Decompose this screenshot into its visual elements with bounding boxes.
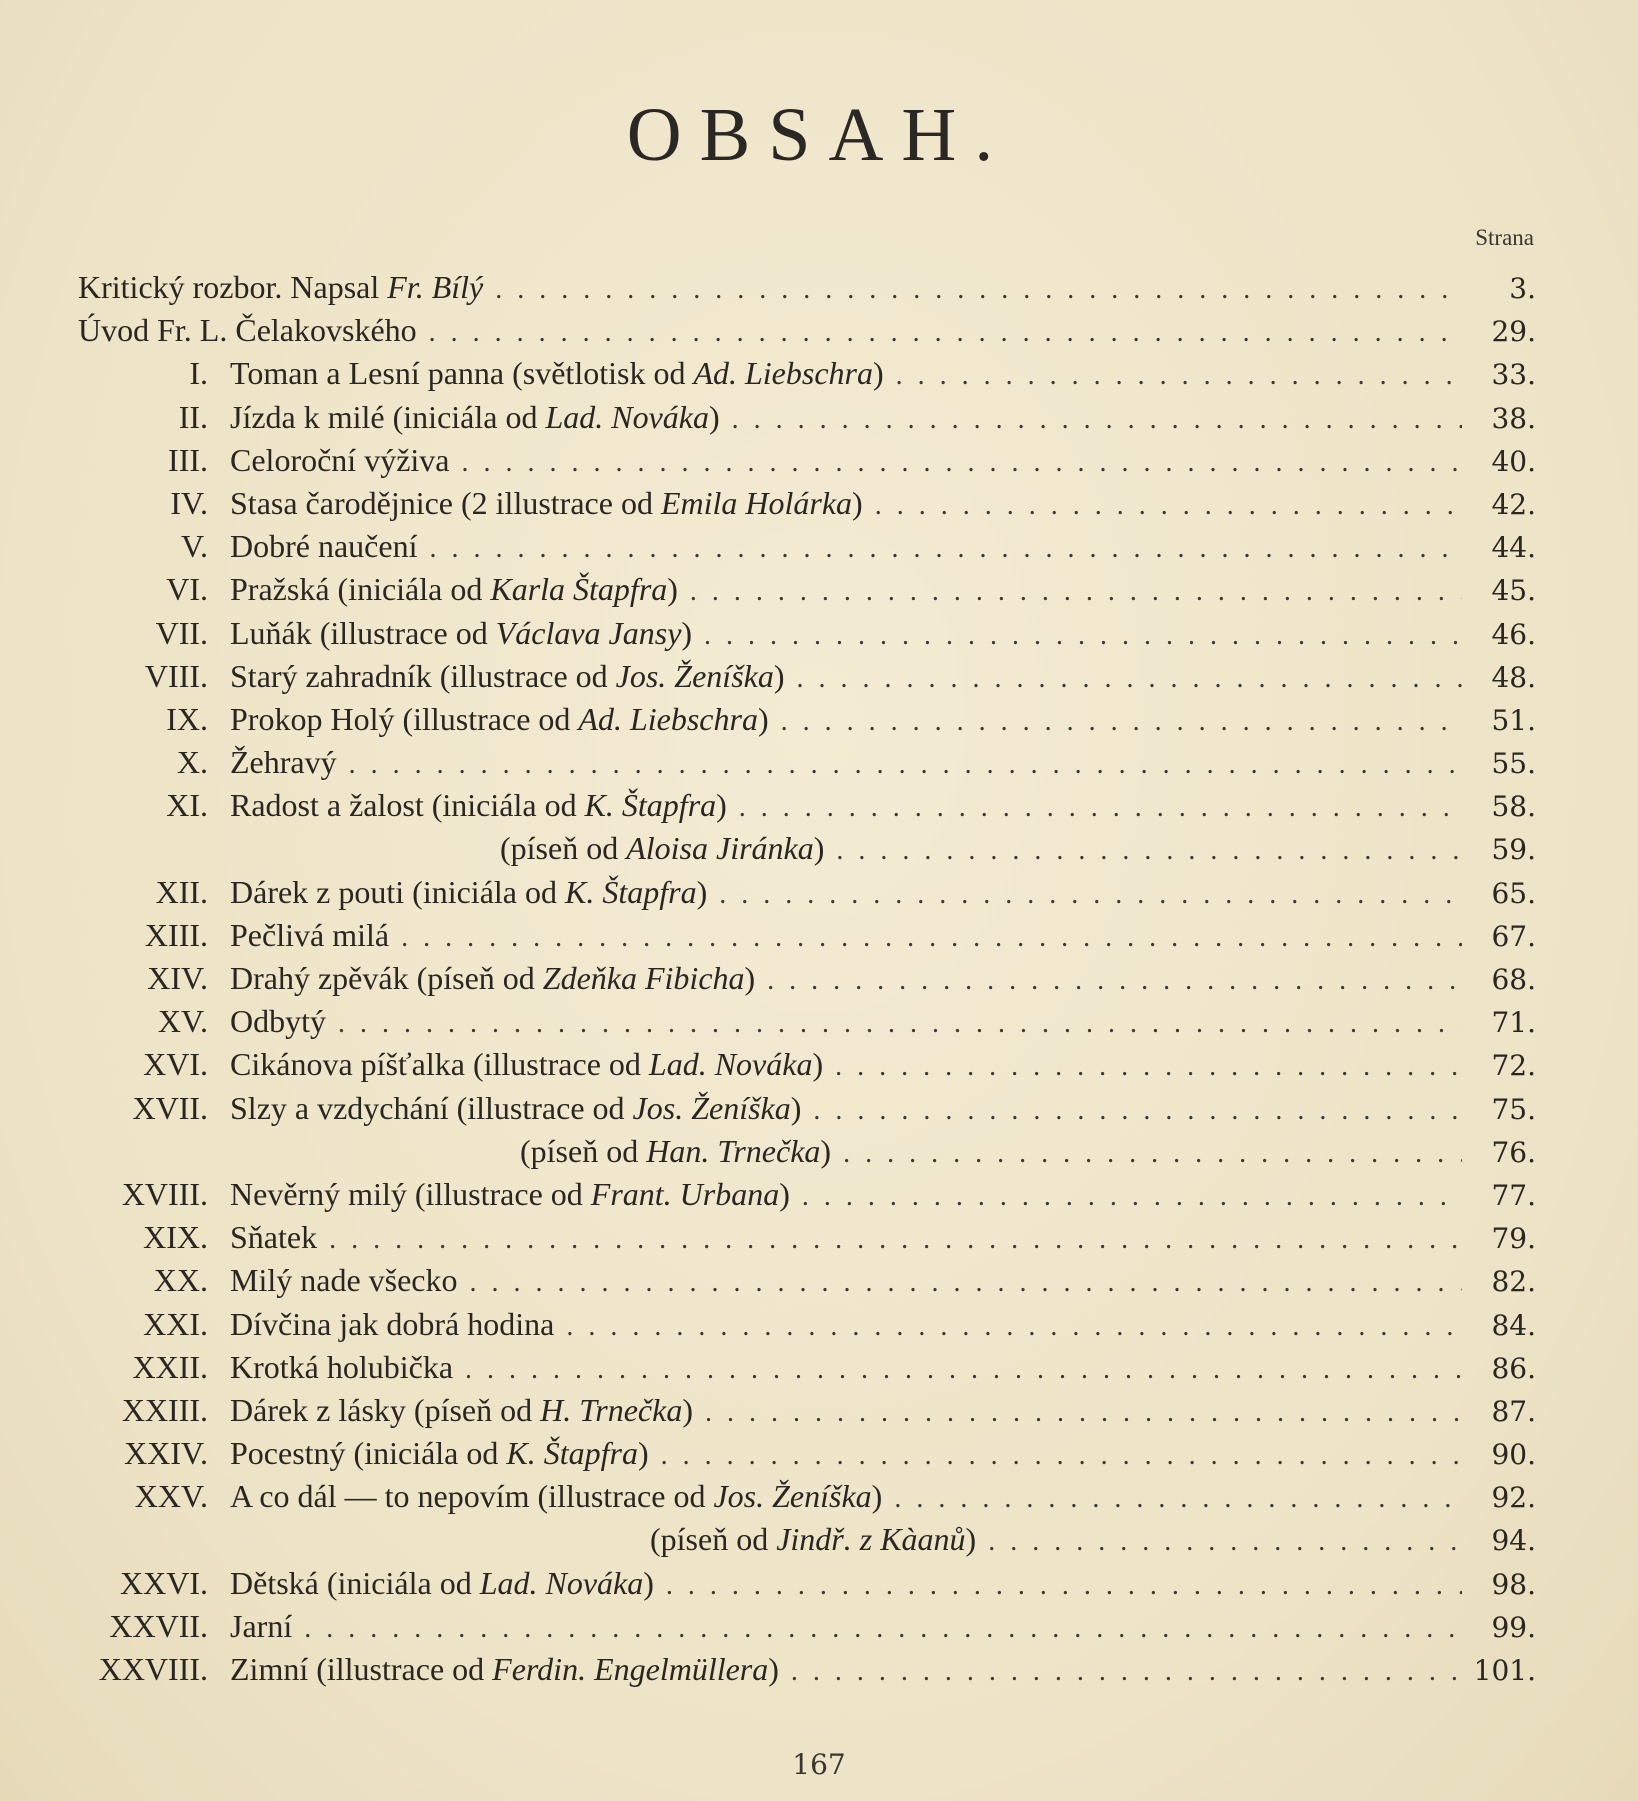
toc-entry [78,871,1536,914]
toc-entry-title-text: Dárek z pouti (iniciála od [230,873,565,910]
toc-entry-page: 42. [1491,487,1536,521]
toc-entry-number: XXVI. [120,1564,208,1601]
toc-entry-title-text: Nevěrný milý (illustrace od [230,1175,591,1212]
toc-entry [78,1648,1536,1691]
toc-entry-title-text: Starý zahradník (illustrace od [230,657,616,694]
toc-entry [78,352,1536,395]
toc-entry-title-close: ) [872,355,884,392]
toc-entry-title-text: Prokop Holý (illustrace od [230,700,579,737]
dot-leader [338,1002,1462,1045]
toc-entry-number: VII. [155,614,208,651]
toc-entry-title [230,1000,326,1043]
toc-entry-title [230,1648,779,1691]
dot-leader [429,527,1462,570]
toc-entry-number: XIII. [144,916,208,953]
toc-entry [78,1259,1536,1302]
dot-leader [896,354,1462,397]
toc-entry-number: XIV. [147,960,208,996]
toc-entry-number: XII. [155,873,208,910]
table-of-contents [78,266,1536,1691]
toc-entry [78,698,1536,741]
toc-entry-title-text: Zimní (illustrace od [230,1651,493,1687]
dot-leader [705,1391,1462,1434]
toc-entry-title-text: Celoroční výživa [230,441,450,478]
toc-entry-number: XV. [157,1003,208,1040]
toc-entry-artist: Ad. Liebschra [693,355,873,392]
dot-leader [495,268,1462,311]
toc-entry-artist: Jindř. z Kàanů [776,1521,966,1558]
toc-entry-title [520,1130,831,1173]
toc-entry-artist: Ferdin. Engelmüllera [492,1651,769,1687]
toc-entry-title-text: Dětská (iniciála od [230,1564,480,1601]
dot-leader [349,743,1462,786]
toc-entry-title [230,1216,317,1259]
toc-entry-page: 79. [1491,1222,1536,1256]
toc-entry-title-close: ) [790,1089,802,1126]
toc-entry-artist: Jos. Ženíška [713,1478,872,1515]
toc-entry-page: 86. [1491,1351,1536,1385]
toc-entry-page: 76. [1491,1135,1536,1169]
toc-entry-number: VIII. [144,657,208,694]
dot-leader [875,484,1462,527]
toc-entry-artist: Jos. Ženíška [615,657,774,694]
toc-entry-page: 84. [1491,1308,1536,1342]
dot-leader [661,1434,1462,1477]
toc-entry-title-text: Stasa čarodějnice (2 illustrace od [230,484,661,521]
toc-entry [78,1000,1536,1043]
toc-entry-title [230,1173,790,1216]
toc-entry-number: XXV. [134,1478,208,1515]
toc-entry-number: XXI. [143,1305,208,1342]
toc-entry-title-close: ) [716,787,727,824]
toc-entry-number: XX. [153,1262,208,1299]
page-column-header: Strana [1475,225,1534,250]
toc-entry-title-text: Dívčina jak dobrá hodina [230,1305,555,1342]
toc-entry-title [230,1087,801,1130]
toc-entry-artist: K. Štapfra [506,1435,638,1472]
toc-entry-artist: Frant. Urbana [590,1175,780,1212]
toc-entry [78,914,1536,957]
toc-entry-title-close: ) [820,1132,832,1169]
toc-entry-artist: Václava Jansy [495,614,682,651]
toc-entry [78,1216,1536,1259]
toc-entry [78,1518,1536,1561]
toc-entry-page: 40. [1491,444,1536,478]
toc-entry-page: 92. [1491,1481,1536,1515]
dot-leader [304,1607,1462,1650]
toc-entry-artist: Jos. Ženíška [632,1089,791,1126]
toc-entry-title-close: ) [709,398,720,435]
toc-entry-title [230,439,449,482]
toc-entry-artist: Han. Trnečka [646,1132,821,1169]
dot-leader [739,786,1462,829]
toc-entry-title-text: Úvod Fr. L. Čelakovského [78,312,417,349]
toc-entry-page: 29. [1491,315,1536,349]
toc-entry-title [230,482,863,525]
dot-leader [767,959,1462,1002]
toc-entry-title [230,1346,453,1389]
toc-entry-title-text: Toman a Lesní panna (světlotisk od [230,355,694,392]
toc-entry-title [650,1518,976,1561]
toc-entry-artist: Karla Štapfra [490,571,668,608]
toc-entry-title-close: ) [757,700,769,737]
toc-entry-number: XXIII. [121,1391,208,1428]
toc-entry [78,1432,1536,1475]
toc-entry-title [230,525,417,568]
toc-entry-title-text: (píseň od [500,830,627,867]
toc-entry-title [230,655,785,698]
toc-entry-artist: H. Trnečka [540,1391,683,1428]
toc-entry [78,482,1536,525]
toc-entry-title-text: Odbytý [230,1003,326,1040]
toc-entry-title-text: Cikánova píšťalka (illustrace od [230,1046,649,1083]
dot-leader [465,1348,1462,1391]
toc-entry [78,1605,1536,1648]
toc-entry-page: 94. [1491,1524,1536,1558]
toc-entry [78,957,1536,1000]
toc-entry [78,1389,1536,1432]
dot-leader [781,700,1462,743]
dot-leader [690,570,1462,613]
dot-leader [566,1305,1462,1348]
toc-entry-artist: Lad. Nováka [648,1046,813,1083]
toc-entry [78,1562,1536,1605]
toc-entry [78,612,1536,655]
toc-entry-title-text: Milý nade všecko [230,1262,458,1299]
toc-entry-number: VI. [166,571,208,608]
dot-leader [470,1261,1463,1304]
toc-entry [78,1173,1536,1216]
toc-entry-title [230,568,678,611]
toc-entry-page: 48. [1491,660,1536,694]
toc-entry-title-text: Kritický rozbor. Napsal [78,269,388,305]
toc-entry-artist: Lad. Nováka [479,1564,644,1601]
dot-leader [429,311,1462,354]
toc-entry-title [230,1043,823,1086]
toc-entry-title [230,396,720,439]
toc-entry [78,568,1536,611]
toc-entry-title-text: A co dál — to nepovím (illustrace od [230,1478,714,1515]
toc-entry-number: XVII. [132,1089,208,1126]
toc-entry-page: 58. [1491,790,1536,824]
toc-entry [78,1087,1536,1130]
dot-leader [802,1175,1462,1218]
dot-leader [835,1045,1462,1088]
toc-entry-title [230,1562,654,1605]
toc-entry-number: XVI. [143,1046,208,1083]
toc-entry-title [78,266,483,309]
toc-entry [78,1130,1536,1173]
toc-entry-title [230,698,769,741]
toc-entry-title-text: Žehravý [230,744,337,781]
toc-entry [78,827,1536,870]
toc-entry-number: II. [178,398,208,435]
toc-entry [78,741,1536,784]
toc-entry [78,439,1536,482]
toc-entry-title-text: Slzy a vzdychání (illustrace od [230,1089,633,1126]
toc-entry-title-text: (píseň od [520,1132,647,1169]
toc-entry-title [230,741,337,784]
toc-entry-title-close: ) [871,1478,883,1515]
toc-entry-title-text: Pražská (iniciála od [230,571,491,608]
toc-entry-page: 68. [1491,963,1536,996]
toc-entry-number: XXVIII. [98,1651,208,1687]
dot-leader [401,916,1462,959]
toc-entry-number: X. [176,744,208,781]
toc-entry-page: 45. [1491,574,1536,608]
toc-entry-artist: Lad. Nováka [545,398,709,435]
toc-entry-page: 98. [1491,1567,1536,1601]
toc-entry [78,655,1536,698]
dot-leader [797,657,1463,700]
dot-leader [461,441,1462,484]
toc-entry-title-close: ) [637,1435,649,1472]
toc-entry-title [230,1605,292,1648]
toc-entry-page: 59. [1491,833,1536,867]
toc-entry-page: 67. [1491,919,1536,953]
toc-entry-title [230,1475,882,1518]
toc-entry [78,1475,1536,1518]
toc-entry [78,309,1536,352]
toc-entry-title-close: ) [773,657,785,694]
toc-entry-title-close: ) [744,960,756,996]
toc-entry-artist: Emila Holárka [660,484,853,521]
toc-entry [78,1043,1536,1086]
dot-leader [732,398,1462,441]
toc-entry-artist: Fr. Bílý [387,269,484,305]
toc-entry-title-text: Dobré naučení [230,528,418,565]
dot-leader [843,1132,1462,1175]
toc-entry-title-text: Jarní [230,1607,293,1644]
toc-entry-title-text: Krotká holubička [230,1348,454,1385]
dot-leader [719,873,1462,916]
toc-entry-artist: Ad. Liebschra [578,700,758,737]
toc-entry-title [500,827,824,870]
toc-entry-title-text: (píseň od [650,1521,777,1558]
toc-entry-artist: Zdeňka Fibicha [542,960,745,996]
toc-entry-number: I. [189,355,208,392]
toc-entry-title-close: ) [779,1175,790,1212]
dot-leader [329,1218,1462,1261]
toc-entry [78,525,1536,568]
dot-leader [666,1564,1462,1607]
toc-entry-title-close: ) [682,1391,693,1428]
toc-entry-number: XXIV. [124,1435,208,1472]
page-title: OBSAH. [626,93,1012,177]
dot-leader [894,1477,1462,1520]
toc-entry-page: 90. [1491,1438,1536,1472]
toc-entry-page: 75. [1491,1092,1536,1126]
toc-entry-page: 51. [1491,703,1536,737]
toc-entry-page: 87. [1491,1394,1536,1428]
toc-entry-title-close: ) [965,1521,977,1558]
toc-entry-title-text: Dárek z lásky (píseň od [230,1391,541,1428]
toc-entry-artist: K. Štapfra [584,787,717,824]
toc-entry-title-text: Pocestný (iniciála od [230,1435,507,1472]
toc-entry-page: 3. [1509,272,1536,305]
toc-entry-page: 65. [1491,876,1536,910]
toc-entry-page: 55. [1491,747,1536,781]
dot-leader [988,1520,1462,1563]
toc-entry-artist: K. Štapfra [564,873,697,910]
toc-entry [78,266,1536,309]
toc-entry-title [230,1389,693,1432]
toc-entry-title-close: ) [643,1564,654,1601]
dot-leader [791,1650,1462,1693]
toc-entry-title [230,914,389,957]
toc-entry-page: 38. [1491,401,1536,435]
toc-entry-title [78,309,417,352]
toc-entry-title [230,1259,458,1302]
dot-leader [836,829,1462,872]
toc-entry-number: XXII. [132,1348,208,1385]
toc-entry-title-close: ) [667,571,678,608]
toc-entry-number: V. [181,528,208,565]
toc-entry-title-close: ) [813,830,825,867]
toc-entry-number: XIX. [143,1219,208,1256]
toc-entry-page: 71. [1491,1006,1536,1040]
toc-entry-title-text: Jízda k milé (iniciála od [230,398,546,435]
dot-leader [704,614,1462,657]
dot-leader [813,1089,1462,1132]
toc-entry-number: XXVII. [109,1607,208,1644]
toc-entry-title-close: ) [812,1046,824,1083]
toc-entry-page: 33. [1491,358,1536,392]
toc-entry-title-text: Pečlivá milá [230,916,390,953]
toc-entry-number: XVIII. [121,1175,208,1212]
toc-entry-number: IX. [166,700,208,737]
toc-entry-title [230,957,755,1000]
toc-entry-title-close: ) [696,873,708,910]
toc-entry-title [230,1303,554,1346]
toc-entry-title [230,352,884,395]
toc-entry-title-close: ) [852,484,863,521]
toc-entry-title-close: ) [768,1651,779,1687]
toc-entry-number: IV. [170,484,208,521]
toc-entry-title-text: Drahý zpěvák (píseň od [230,960,543,996]
toc-entry-artist: Aloisa Jiránka [626,830,814,867]
toc-entry [78,1346,1536,1389]
toc-entry-number: XI. [166,787,208,824]
toc-entry [78,1303,1536,1346]
toc-entry-page: 82. [1491,1265,1536,1299]
toc-entry-number: III. [168,441,208,478]
toc-entry-page: 46. [1491,617,1536,651]
toc-entry-page: 77. [1491,1178,1536,1212]
toc-entry-title-text: Luňák (illustrace od [230,614,496,651]
toc-entry-title [230,871,707,914]
toc-entry-title-text: Sňatek [230,1219,318,1256]
toc-entry-page: 101. [1473,1654,1536,1687]
toc-entry-page: 44. [1491,531,1536,565]
toc-entry [78,784,1536,827]
toc-entry-title [230,612,692,655]
toc-entry-title [230,784,727,827]
toc-entry-page: 99. [1491,1610,1536,1644]
toc-entry-page: 72. [1491,1049,1536,1083]
toc-entry-title [230,1432,649,1475]
toc-entry-title-close: ) [681,614,693,651]
toc-entry-title-text: Radost a žalost (iniciála od [230,787,585,824]
page-number: 167 [792,1748,846,1781]
toc-entry [78,396,1536,439]
